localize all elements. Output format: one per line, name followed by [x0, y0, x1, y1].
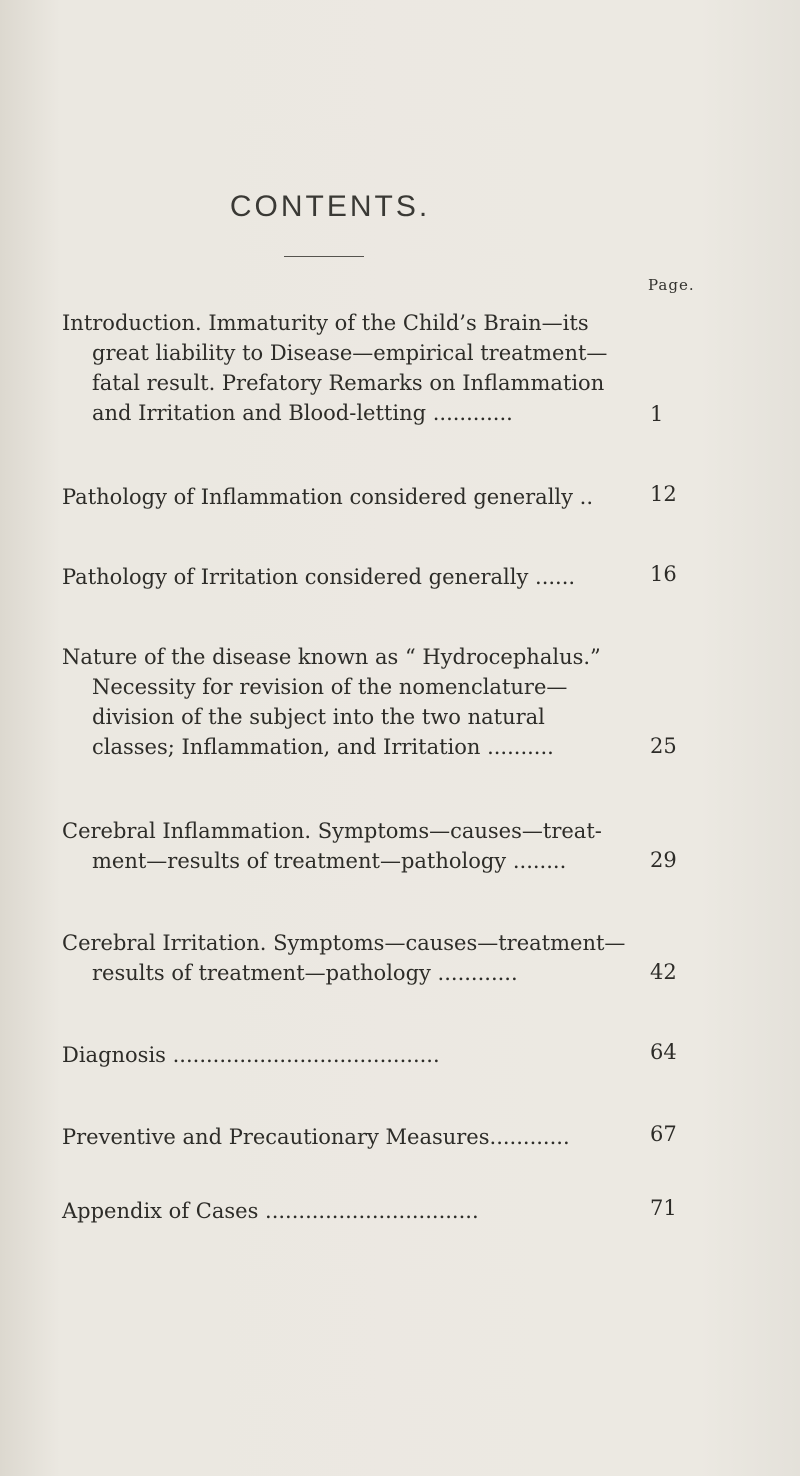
- toc-entry-line: Necessity for revision of the nomenclature—: [92, 675, 568, 699]
- toc-page-number: 29: [650, 848, 677, 872]
- toc-entry-pathology-irritation: [62, 562, 702, 592]
- toc-page-number: 67: [650, 1122, 677, 1146]
- toc-entry-appendix: [62, 1196, 702, 1226]
- toc-entry-preventive-measures: [62, 1122, 702, 1152]
- toc-entry-pathology-inflammation: [62, 482, 702, 512]
- toc-page-number: 64: [650, 1040, 677, 1064]
- toc-entry-line: classes; Inflammation, and Irritation ..........: [92, 735, 554, 759]
- toc-entry-line: fatal result. Prefatory Remarks on Inflammation: [92, 371, 605, 395]
- toc-entry-line: and Irritation and Blood-letting ............: [92, 401, 513, 425]
- toc-entry-line: Cerebral Irritation. Symptoms—causes—treatment—: [62, 931, 626, 955]
- toc-entry-line: Appendix of Cases ................................: [62, 1199, 479, 1223]
- toc-entry-introduction: [62, 308, 702, 428]
- toc-entry-line: Pathology of Irritation considered generally ......: [62, 565, 576, 589]
- toc-entry-hydrocephalus: [62, 642, 702, 762]
- toc-entry-cerebral-irritation: [62, 928, 702, 988]
- toc-entry-line: Nature of the disease known as “ Hydrocephalus.”: [62, 645, 601, 669]
- toc-entry-line: results of treatment—pathology ............: [92, 961, 518, 985]
- toc-entry-line: ment—results of treatment—pathology ........: [92, 849, 567, 873]
- toc-entry-diagnosis: [62, 1040, 702, 1070]
- toc-page-number: 71: [650, 1196, 677, 1220]
- page-column-heading: Page.: [648, 276, 695, 294]
- contents-title: CONTENTS.: [229, 190, 431, 223]
- toc-entry-line: Pathology of Inflammation considered generally ..: [62, 485, 594, 509]
- toc-page-number: 1: [650, 402, 664, 426]
- toc-page-number: 12: [650, 482, 677, 506]
- toc-entry-line: Diagnosis ........................................: [62, 1043, 440, 1067]
- toc-page-number: 25: [650, 734, 677, 758]
- toc-page-number: 16: [650, 562, 677, 586]
- toc-entry-line: great liability to Disease—empirical treatment—: [92, 341, 608, 365]
- toc-entry-line: Cerebral Inflammation. Symptoms—causes—treat-: [62, 819, 602, 843]
- title-rule: [284, 256, 364, 257]
- toc-entry-line: Introduction. Immaturity of the Child’s Brain—its: [62, 311, 589, 335]
- toc-entry-cerebral-inflammation: [62, 816, 702, 876]
- toc-entry-line: Preventive and Precautionary Measures............: [62, 1125, 570, 1149]
- toc-page-number: 42: [650, 960, 677, 984]
- toc-entry-line: division of the subject into the two natural: [92, 705, 545, 729]
